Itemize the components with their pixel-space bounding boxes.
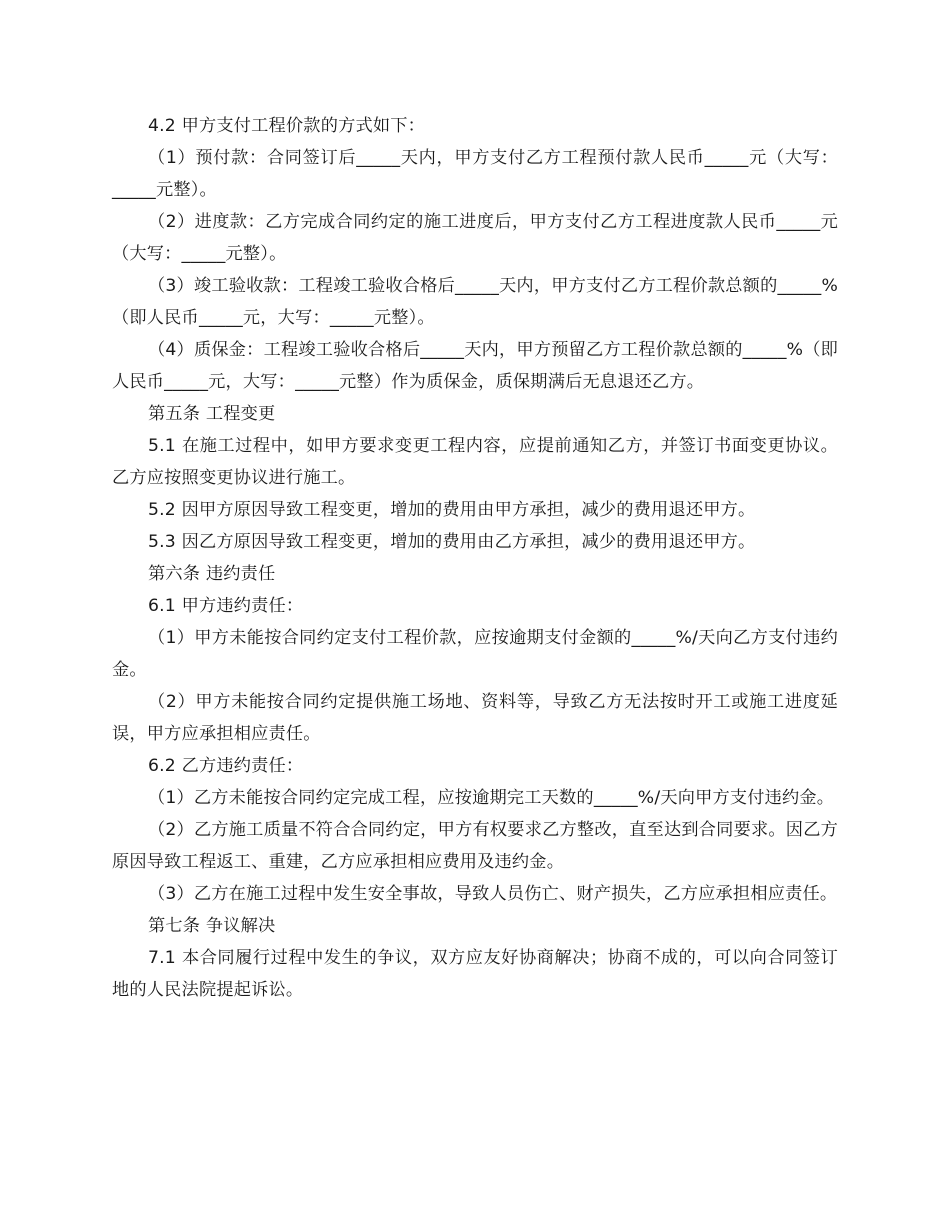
clause-7-1: 7.1 本合同履行过程中发生的争议，双方应友好协商解决；协商不成的，可以向合同签订地的人民法院提起诉讼。 [112,948,838,1000]
article-7-heading: 第七条 争议解决 [148,916,276,936]
document-body [112,110,838,1006]
clause-4-2: 4.2 甲方支付工程价款的方式如下： [148,116,426,136]
article-6-heading: 第六条 违约责任 [148,564,276,584]
clause-4-2-item-1-advance-payment: （1）预付款：合同签订后_____天内，甲方支付乙方工程预付款人民币_____元（大写：_____元整）。 [112,148,838,200]
clause-6-2-item-1: （1）乙方未能按合同约定完成工程，应按逾期完工天数的_____%/天向甲方支付违约金。 [148,788,835,808]
clause-6-1: 6.1 甲方违约责任： [148,596,304,616]
clause-4-2-item-4-retention-money: （4）质保金：工程竣工验收合格后_____天内，甲方预留乙方工程价款总额的_____%（即人民币_____元，大写：_____元整）作为质保金，质保期满后无息退还乙方。 [112,340,838,392]
clause-5-1: 5.1 在施工过程中，如甲方要求变更工程内容，应提前通知乙方，并签订书面变更协议。乙方应按照变更协议进行施工。 [112,436,838,488]
clause-6-2-item-3: （3）乙方在施工过程中发生安全事故，导致人员伤亡、财产损失，乙方应承担相应责任。 [148,884,838,904]
clause-6-2: 6.2 乙方违约责任： [148,756,304,776]
clause-4-2-item-3-completion-payment: （3）竣工验收款：工程竣工验收合格后_____天内，甲方支付乙方工程价款总额的_____%（即人民币_____元，大写：_____元整）。 [112,276,838,328]
clause-4-2-item-2-progress-payment: （2）进度款：乙方完成合同约定的施工进度后，甲方支付乙方工程进度款人民币_____元（大写：_____元整）。 [112,212,838,264]
clause-5-2: 5.2 因甲方原因导致工程变更，增加的费用由甲方承担，减少的费用退还甲方。 [148,500,756,520]
clause-6-2-item-2: （2）乙方施工质量不符合合同约定，甲方有权要求乙方整改，直至达到合同要求。因乙方原因导致工程返工、重建，乙方应承担相应费用及违约金。 [112,820,838,872]
clause-6-1-item-1: （1）甲方未能按合同约定支付工程价款，应按逾期支付金额的_____%/天向乙方支付违约金。 [112,628,838,680]
clause-6-1-item-2: （2）甲方未能按合同约定提供施工场地、资料等，导致乙方无法按时开工或施工进度延误，甲方应承担相应责任。 [112,692,838,744]
clause-5-3: 5.3 因乙方原因导致工程变更，增加的费用由乙方承担，减少的费用退还甲方。 [148,532,756,552]
article-5-heading: 第五条 工程变更 [148,404,276,424]
